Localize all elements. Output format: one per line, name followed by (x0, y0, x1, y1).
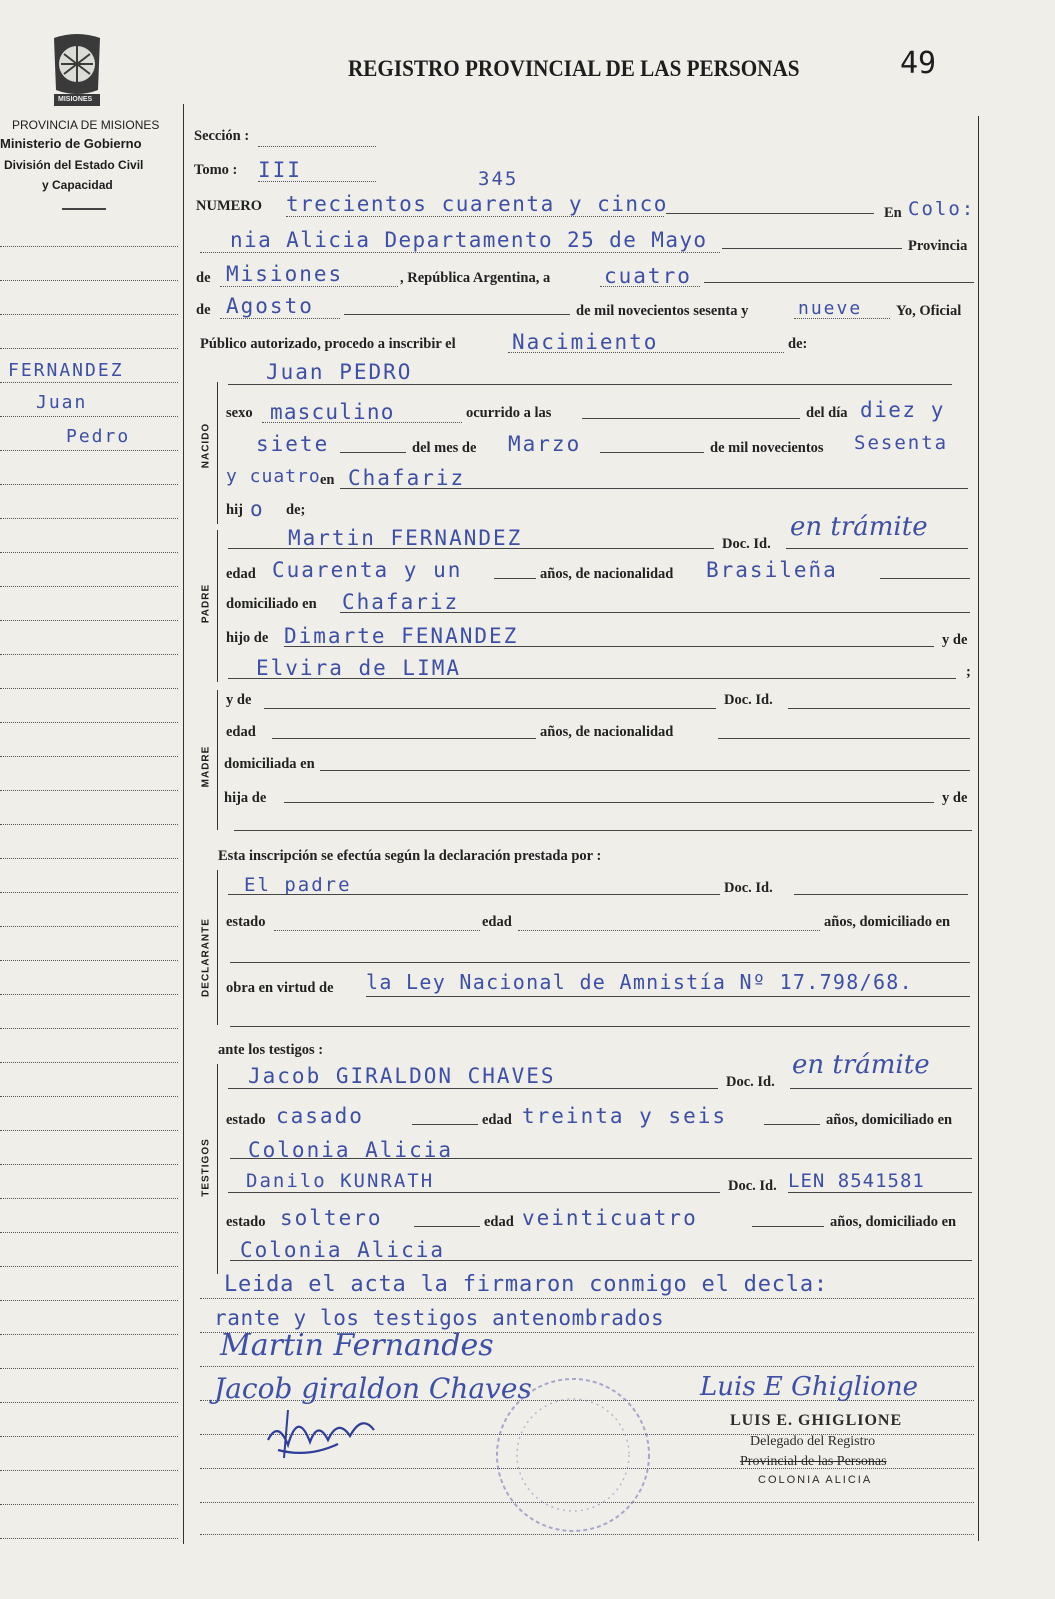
witness-1-name: Jacob GIRALDON CHAVES (248, 1064, 556, 1088)
witness-1-doc-label: Doc. Id. (726, 1074, 775, 1090)
left-margin-line (0, 1096, 178, 1097)
republica-label: , República Argentina, a (400, 270, 551, 286)
witness-2-estado-line (414, 1226, 480, 1227)
padre-divider (217, 530, 218, 682)
left-margin-line (0, 1028, 178, 1029)
signature-witness-1: Jacob giraldon Chaves (214, 1372, 532, 1405)
madre-nac-label: años, de nacionalidad (540, 724, 674, 740)
tomo-label: Tomo : (194, 162, 238, 178)
declarante-doc-line (794, 894, 968, 895)
dia-value-1: diez y (860, 398, 945, 422)
padre-doc-line (786, 548, 968, 549)
place-2: nia Alicia Departamento 25 de Mayo (230, 228, 708, 252)
declarante-dom-line (230, 962, 970, 963)
witness-2-dom-line (230, 1260, 972, 1261)
left-margin-line (0, 790, 178, 791)
month-value: Agosto (226, 294, 314, 318)
left-margin-line (0, 620, 178, 621)
left-margin-line (0, 1232, 178, 1233)
madre-yde-label: y de (226, 692, 252, 708)
witness-2-doc-line (788, 1192, 972, 1193)
left-margin-line (0, 552, 178, 553)
left-margin-line (0, 586, 178, 587)
left-margin-line (0, 280, 178, 281)
declarante-obra-value: la Ley Nacional de Amnistía Nº 17.798/68. (366, 970, 913, 994)
padre-doc-value: en trámite (790, 512, 928, 542)
section-nacido: NACIDO (200, 422, 212, 469)
dia-line-2 (340, 452, 406, 453)
day-line (600, 286, 700, 287)
left-margin-line (0, 892, 178, 893)
nacido-name-line (228, 384, 952, 385)
place-2-fill (722, 248, 902, 249)
left-margin-line (0, 1198, 178, 1199)
tomo-line (258, 181, 376, 182)
declarante-doc-label: Doc. Id. (724, 880, 773, 896)
official-title-2: Provincial de las Personas (740, 1454, 887, 1469)
witness-1-estado-value: casado (276, 1104, 364, 1128)
left-margin-line (0, 756, 178, 757)
left-margin-line (0, 246, 178, 247)
de-label-2: de (196, 302, 211, 318)
dia-value-2: siete (256, 432, 330, 456)
numero-value: trecientos cuarenta y cinco (286, 192, 668, 216)
padre-edad-value: Cuarenta y un (272, 558, 463, 582)
left-margin-line (0, 1164, 178, 1165)
yo-oficial-label: Yo, Oficial (896, 303, 962, 319)
padre-nac-label: años, de nacionalidad (540, 566, 674, 582)
declarante-intro: Esta inscripción se efectúa según la declaración prestada por : (218, 848, 602, 864)
month-fill (344, 314, 570, 315)
witness-2-anios-label: años, domiciliado en (830, 1214, 957, 1230)
padre-nac-line (880, 578, 970, 579)
padre-domicilio-value: Chafariz (342, 590, 460, 614)
declarante-estado-line (274, 930, 480, 931)
left-margin-line (0, 926, 178, 927)
witness-2-name: Danilo KUNRATH (246, 1170, 435, 1192)
madre-extra-line (234, 830, 972, 831)
dia-label: del día (806, 405, 848, 421)
hij-de-label: de; (286, 502, 306, 518)
act-value: Nacimiento (512, 330, 659, 354)
declarante-estado-label: estado (226, 914, 266, 930)
padre-mother-value: Elvira de LIMA (256, 656, 462, 680)
declarante-divider (217, 870, 218, 1025)
birth-place-line (340, 488, 968, 489)
witness-1-estado-line (412, 1124, 478, 1125)
numero-digits: 345 (478, 168, 519, 190)
margin-surname: FERNANDEZ (8, 360, 124, 381)
signature-father: Martin Fernandes (220, 1328, 494, 1363)
padre-father-line (284, 646, 934, 647)
page-number: 49 (900, 46, 937, 81)
official-name: LUIS E. GHIGLIONE (730, 1412, 903, 1429)
closing-rule-3 (200, 1366, 974, 1367)
signature-official: Luis E Ghiglione (700, 1372, 919, 1402)
anio-value-1: Sesenta (854, 432, 949, 454)
declarante-obra-line (366, 996, 970, 997)
left-margin-line (0, 1436, 178, 1437)
left-margin-line (0, 1504, 178, 1505)
padre-nac-value: Brasileña (706, 558, 838, 582)
nacido-name: Juan PEDRO (266, 360, 413, 384)
anio-value-2: y cuatro (226, 466, 321, 487)
left-margin-line (0, 1402, 178, 1403)
official-place: COLONIA ALICIA (758, 1474, 873, 1486)
province-label: PROVINCIA DE MISIONES (12, 118, 160, 132)
year-line (794, 318, 890, 319)
witness-2-edad-value: veinticuatro (522, 1206, 698, 1230)
witness-1-edad-value: treinta y seis (522, 1104, 728, 1128)
division-label: División del Estado Civil (4, 158, 144, 172)
witness-1-name-line (228, 1088, 718, 1089)
left-margin-line (0, 450, 178, 451)
padre-mother-line (228, 678, 956, 679)
left-margin-line (0, 688, 178, 689)
left-margin-line (0, 994, 178, 995)
left-margin-line (0, 960, 178, 961)
hij-label: hij (226, 502, 243, 518)
padre-name-line (228, 548, 714, 549)
left-margin-line (0, 484, 178, 485)
nacido-divider (217, 382, 218, 524)
numero-fill (666, 213, 874, 214)
padre-father-value: Dimarte FENANDEZ (284, 624, 519, 648)
de-label-1: de (196, 270, 211, 286)
mes-line (600, 452, 704, 453)
left-margin-line (0, 348, 178, 349)
witness-2-name-line (228, 1192, 720, 1193)
seccion-label: Sección : (194, 128, 250, 144)
left-margin-line (0, 722, 178, 723)
ministry-label: Ministerio de Gobierno (0, 136, 142, 151)
margin-given-2: Pedro (66, 426, 131, 447)
madre-doc-label: Doc. Id. (724, 692, 773, 708)
padre-edad-label: edad (226, 566, 256, 582)
witness-1-doc-value: en trámite (792, 1050, 930, 1080)
left-margin-line (0, 654, 178, 655)
section-madre: MADRE (200, 745, 212, 788)
place-1: Colo: (908, 198, 976, 220)
padre-edad-line (494, 578, 536, 579)
left-margin-line (0, 1300, 178, 1301)
padre-name: Martin FERNANDEZ (288, 526, 523, 550)
left-margin-line (0, 1470, 178, 1471)
closing-rule-1 (200, 1298, 974, 1299)
declarante-name-line (228, 894, 720, 895)
madre-edad-line (272, 738, 536, 739)
witness-2-edad-label: edad (484, 1214, 514, 1230)
capacity-label: y Capacidad (42, 178, 113, 192)
padre-doc-label: Doc. Id. (722, 536, 771, 552)
header-underline (62, 208, 106, 210)
day-fill (704, 282, 974, 283)
seccion-line (258, 146, 376, 147)
declarante-name: El padre (244, 874, 352, 896)
witness-2-estado-label: estado (226, 1214, 266, 1230)
declarante-edad-line (518, 930, 820, 931)
tomo-value: III (258, 158, 302, 182)
witness-1-edad-label: edad (482, 1112, 512, 1128)
section-padre: PADRE (200, 583, 212, 624)
madre-yde2-label: y de (942, 790, 968, 806)
month-line (220, 318, 340, 319)
madre-name-line (264, 708, 716, 709)
padre-domicilio-label: domiciliado en (226, 596, 317, 612)
madre-hija-line (284, 802, 934, 803)
witness-2-dom-value: Colonia Alicia (240, 1238, 446, 1262)
left-margin-line (0, 1062, 178, 1063)
document-title: REGISTRO PROVINCIAL DE LAS PERSONAS (348, 56, 800, 81)
en-place-label: en (320, 472, 335, 488)
madre-nac-line (718, 738, 970, 739)
left-margin-line (0, 1538, 178, 1539)
witness-2-estado-value: soltero (280, 1206, 383, 1230)
madre-domicilio-line (320, 770, 970, 771)
testigos-intro: ante los testigos : (218, 1042, 324, 1058)
witness-1-dom-value: Colonia Alicia (248, 1138, 454, 1162)
left-margin-line (0, 382, 178, 383)
declarante-extra-line (230, 1026, 970, 1027)
left-margin-line (0, 518, 178, 519)
section-declarante: DECLARANTE (200, 918, 212, 997)
testigos-divider (217, 1064, 218, 1274)
declarante-edad-label: edad (482, 914, 512, 930)
madre-divider (217, 690, 218, 830)
madre-hija-label: hija de (224, 790, 267, 806)
sexo-label: sexo (226, 405, 253, 421)
registry-stamp-icon (488, 1370, 658, 1540)
left-margin-line (0, 1334, 178, 1335)
left-margin-line (0, 416, 178, 417)
left-margin-line (0, 1368, 178, 1369)
numero-label: NUMERO (196, 198, 263, 214)
witness-2-doc-value: LEN 8541581 (788, 1170, 925, 1192)
padre-semicolon: ; (966, 664, 971, 680)
mes-value: Marzo (508, 432, 582, 456)
declarante-anios-label: años, domiciliado en (824, 914, 951, 930)
year-label: de mil novecientos sesenta y (576, 303, 749, 319)
province-line (220, 286, 398, 287)
section-testigos: TESTIGOS (200, 1138, 212, 1197)
provincia-label: Provincia (908, 238, 968, 254)
seal-caption: MISIONES (58, 96, 93, 103)
margin-given-1: Juan (36, 392, 88, 413)
year-value: nueve (798, 298, 863, 319)
madre-edad-label: edad (226, 724, 256, 740)
padre-hijo-label: hijo de (226, 630, 269, 646)
left-margin-line (0, 1266, 178, 1267)
left-column-divider (183, 104, 184, 1544)
closing-line-2: rante y los testigos antenombrados (214, 1306, 665, 1330)
left-margin-line (0, 314, 178, 315)
right-border (978, 116, 979, 1541)
mes-label: del mes de (412, 440, 477, 456)
witness-1-anios-label: años, domiciliado en (826, 1112, 953, 1128)
closing-line-1: Leida el acta la firmaron conmigo el decla: (224, 1272, 828, 1297)
en-label: En (884, 205, 902, 221)
de-colon-label: de: (788, 336, 808, 352)
signature-witness-2-icon (258, 1400, 388, 1460)
madre-domicilio-label: domiciliada en (224, 756, 315, 772)
padre-domicilio-line (340, 612, 970, 613)
sexo-value: masculino (270, 400, 395, 424)
official-title-1: Delegado del Registro (750, 1434, 876, 1449)
left-margin-line (0, 858, 178, 859)
witness-1-edad-line (764, 1124, 820, 1125)
hij-value: o (250, 497, 265, 521)
day-value: cuatro (604, 264, 692, 288)
numero-line (286, 216, 664, 217)
witness-2-edad-line (752, 1226, 824, 1227)
left-margin-line (0, 824, 178, 825)
witness-1-dom-line (230, 1158, 972, 1159)
declarante-obra-label: obra en virtud de (226, 980, 334, 996)
witness-1-doc-line (790, 1088, 972, 1089)
ocurrido-label: ocurrido a las (466, 405, 552, 421)
mil-label: de mil novecientos (710, 440, 824, 456)
act-line (508, 352, 784, 353)
padre-yde-label: y de (942, 632, 968, 648)
witness-2-doc-label: Doc. Id. (728, 1178, 777, 1194)
sexo-line (262, 422, 462, 423)
publico-label: Público autorizado, procedo a inscribir el (200, 336, 456, 352)
madre-doc-line (788, 708, 970, 709)
left-margin-line (0, 1130, 178, 1131)
place-2-line (200, 252, 720, 253)
witness-1-estado-label: estado (226, 1112, 266, 1128)
birth-place-value: Chafariz (348, 466, 466, 490)
ocurrido-line (582, 418, 800, 419)
province-value: Misiones (226, 262, 344, 286)
